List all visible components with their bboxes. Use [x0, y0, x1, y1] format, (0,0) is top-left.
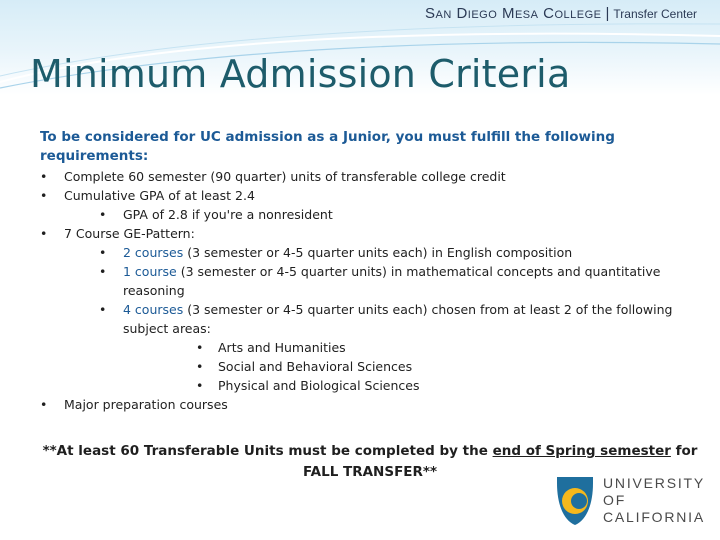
requirement-ge-text: 7 Course GE-Pattern:: [64, 226, 195, 241]
nonresident-gpa-text: GPA of 2.8 if you're a nonresident: [123, 207, 333, 222]
sub-requirement-item: [64, 205, 680, 224]
brand-separator: |: [605, 5, 610, 22]
ge-sublist: [64, 243, 680, 395]
brand-center-name: Transfer Center: [613, 7, 697, 21]
intro-text: To be considered for UC admission as a Junior, you must fulfill the following requirements:: [40, 129, 615, 164]
uc-mark-icon: [557, 477, 593, 525]
criteria-content: [40, 128, 680, 414]
note-text-end: for FALL TRANSFER**: [302, 443, 698, 480]
subject-areas-list: [123, 338, 680, 395]
requirement-item: [40, 395, 680, 414]
brand-college-name: San Diego Mesa College: [425, 5, 602, 22]
sub-requirement-item: [64, 243, 680, 262]
requirement-units-text: Complete 60 semester (90 quarter) units of transferable college credit: [64, 169, 506, 184]
requirement-item: [40, 224, 680, 395]
uc-wordmark: [603, 475, 705, 526]
subject-areas-text: (3 semester or 4-5 quarter units each) chosen from at least 2 of the following subject areas:: [123, 302, 673, 336]
requirements-list: [40, 167, 680, 414]
note-text-start: **At least 60 Transferable Units must be completed by the: [42, 443, 493, 459]
sub-requirement-item: [64, 262, 680, 300]
english-composition-text: (3 semester or 4-5 quarter units each) in English composition: [183, 245, 573, 260]
course-count-emphasis: 4 courses: [123, 302, 184, 317]
note-deadline-underlined: end of Spring semester: [492, 443, 671, 459]
requirement-gpa-text: Cumulative GPA of at least 2.4: [64, 188, 255, 203]
college-brand: [425, 5, 697, 25]
uc-word-university: UNIVERSITY: [603, 475, 706, 491]
slide-title: Minimum Admission Criteria: [30, 52, 571, 96]
subject-area-item: • Arts and Humanities: [123, 338, 680, 357]
course-count-emphasis: 1 course: [123, 264, 177, 279]
uc-word-of: OF: [603, 492, 627, 508]
math-reasoning-text: (3 semester or 4-5 quarter units) in mathematical concepts and quantitative reasoning: [123, 264, 661, 298]
uc-word-california: CALIFORNIA: [603, 509, 706, 525]
gpa-sublist: [64, 205, 680, 224]
subject-area-item: • Physical and Biological Sciences: [123, 376, 680, 395]
course-count-emphasis: 2 courses: [123, 245, 184, 260]
requirement-major-text: Major preparation courses: [64, 397, 228, 412]
sub-requirement-item: [64, 300, 680, 395]
requirement-item: [40, 186, 680, 224]
requirement-item: [40, 167, 680, 186]
uc-logo: [557, 475, 707, 529]
subject-area-item: • Social and Behavioral Sciences: [123, 357, 680, 376]
